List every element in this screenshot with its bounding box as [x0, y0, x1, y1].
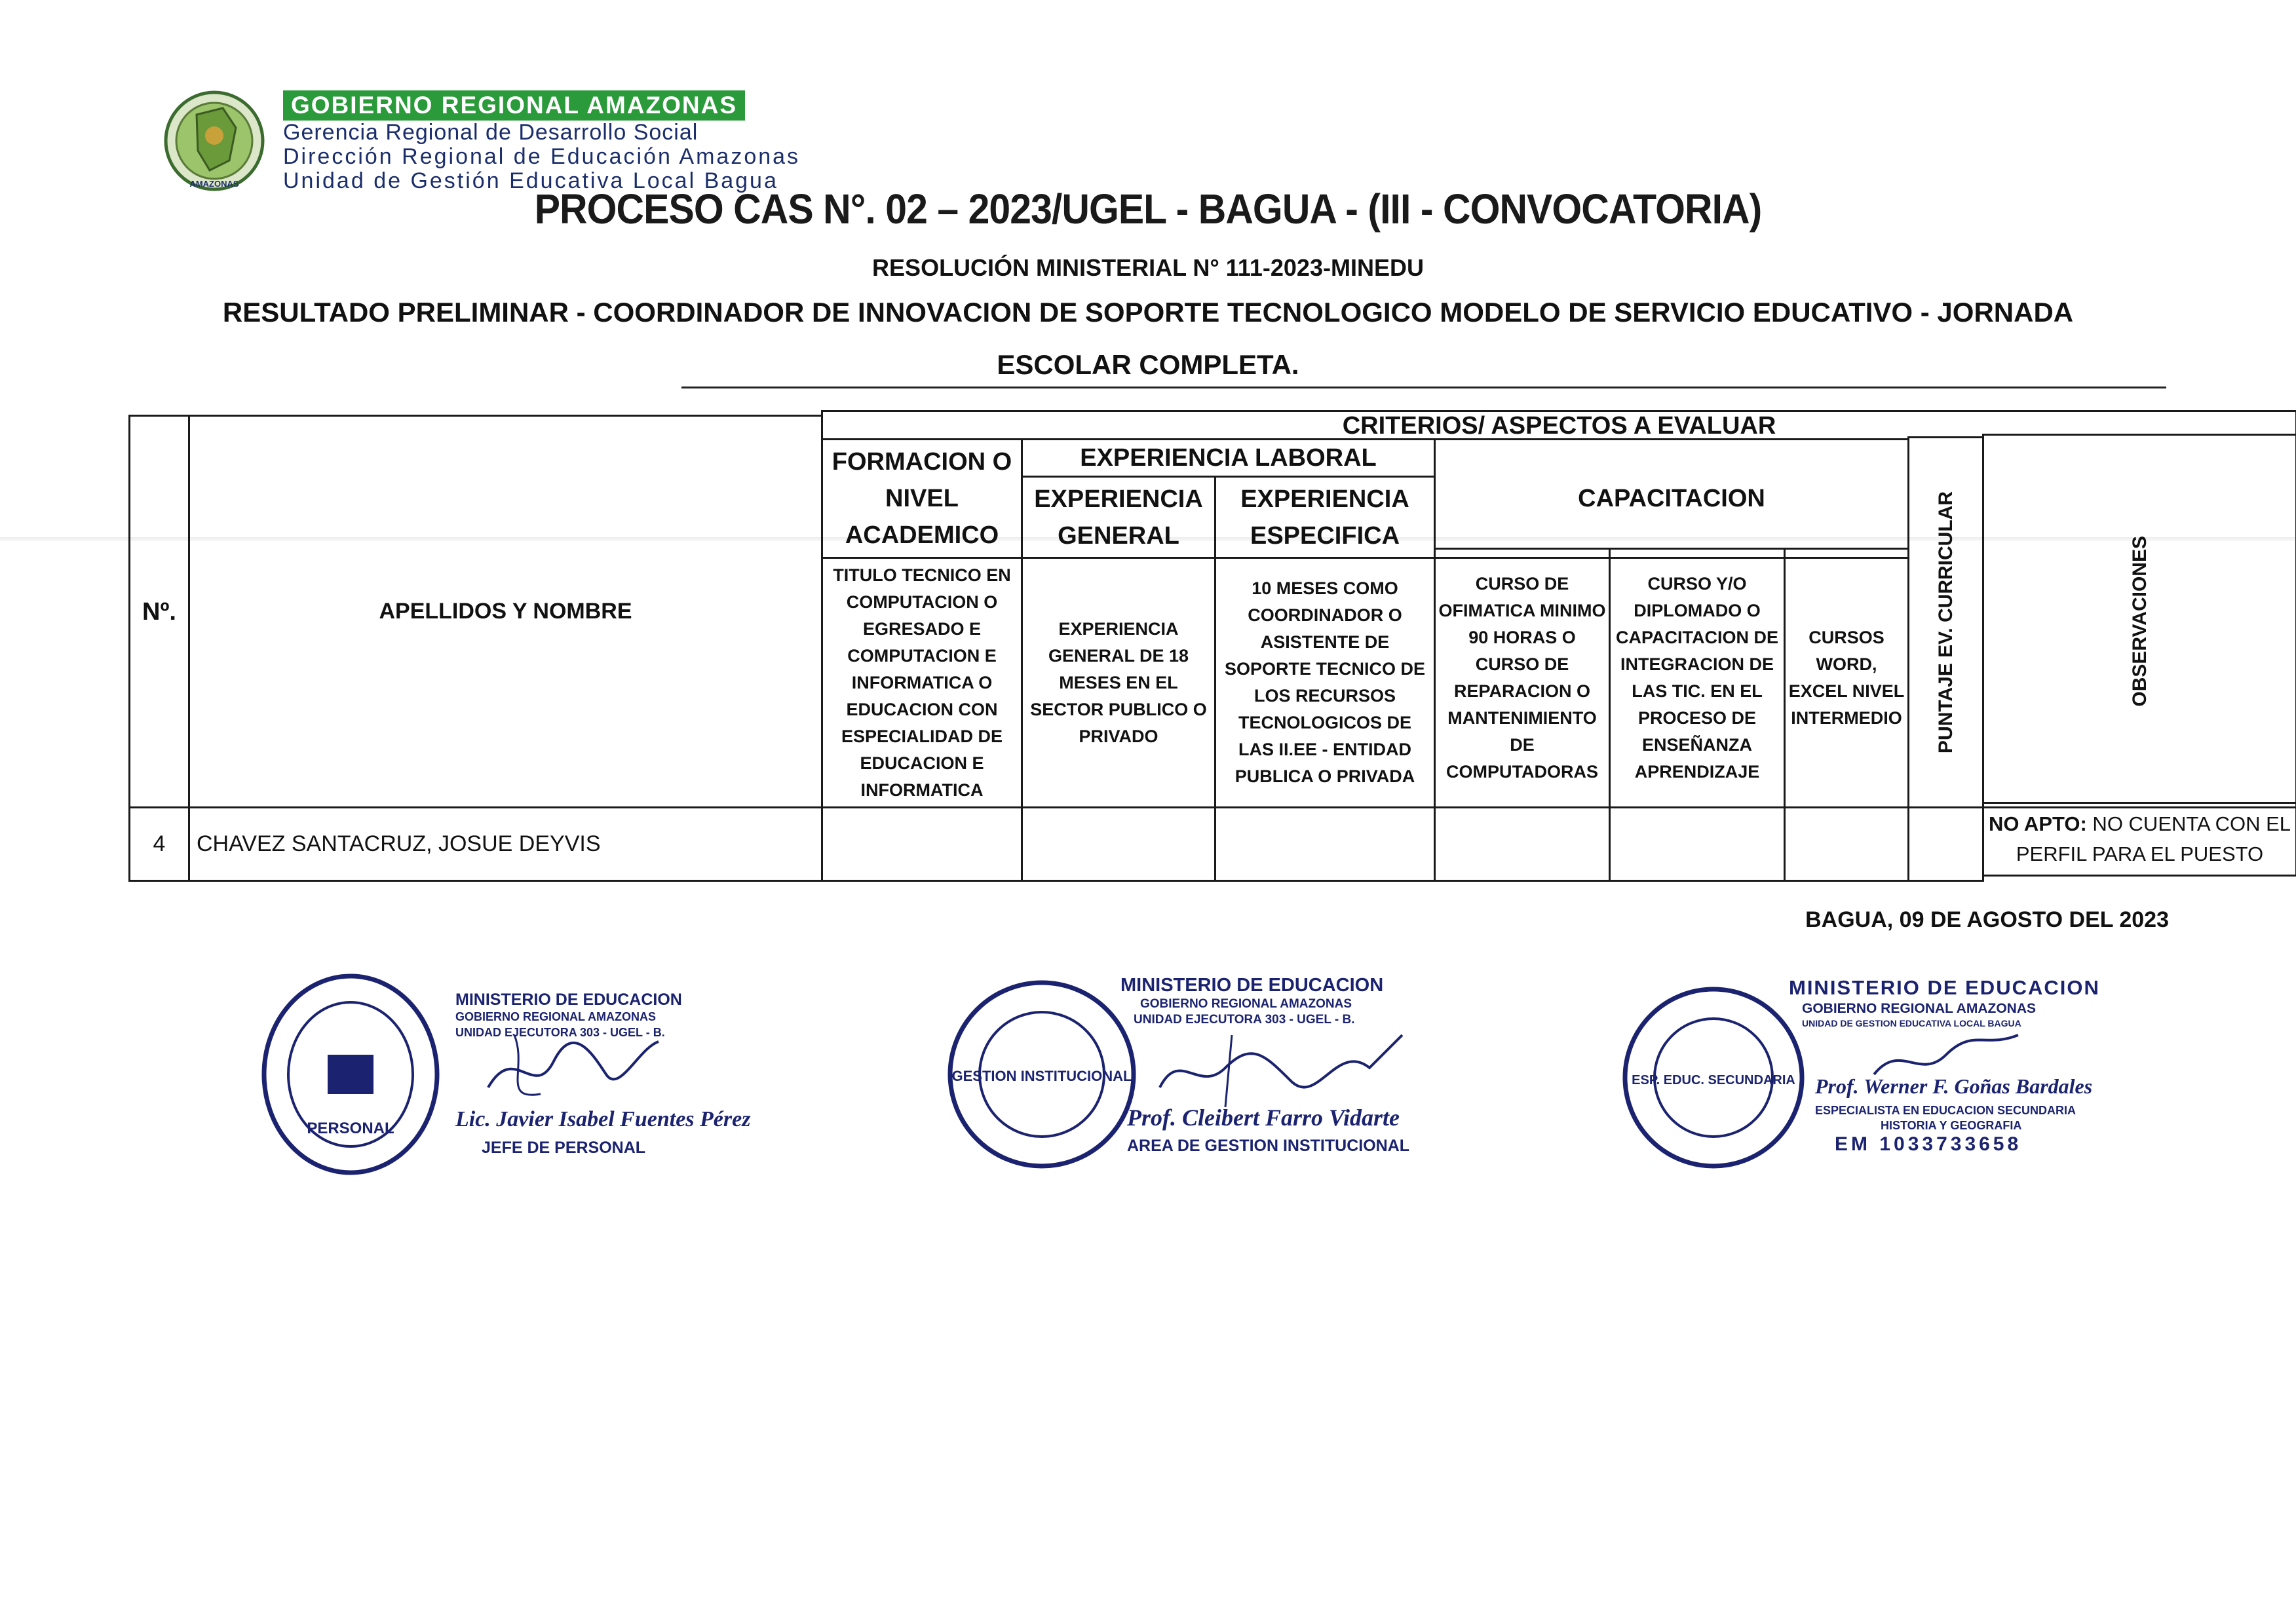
sig1-handwriting: [475, 1029, 672, 1107]
sig1-sub1: GOBIERNO REGIONAL AMAZONAS: [455, 1010, 657, 1023]
criterion-formacion: TITULO TECNICO EN COMPUTACION O EGRESADO E COMPUTACION E INFORMATICA O EDUCACION CON ESPECIALIDAD DE EDUCACION E INFORMATICA: [821, 557, 1023, 808]
experiencia-general-header: EXPERIENCIA GENERAL: [1021, 476, 1216, 559]
criterion-capacitacion-3: CURSOS WORD, EXCEL NIVEL INTERMEDIO: [1784, 548, 1909, 808]
sig1-sub2: UNIDAD EJECUTORA 303 - UGEL - B.: [455, 1026, 665, 1039]
seal-center-text-3: ESP. EDUC. SECUNDARIA: [1632, 1073, 1795, 1087]
puntaje-label: PUNTAJE EV. CURRICULAR: [1934, 491, 1957, 754]
document-date: BAGUA, 09 DE AGOSTO DEL 2023: [1805, 907, 2169, 932]
result-heading-line-2: ESCOLAR COMPLETA.: [997, 349, 1299, 380]
row-cap1-score: [1434, 806, 1611, 882]
regional-logo: [157, 88, 272, 193]
observaciones-label: OBSERVACIONES: [2128, 535, 2151, 707]
sig2-role: AREA DE GESTION INSTITUCIONAL: [1127, 1137, 1410, 1155]
signature-block-personal: [259, 970, 757, 1186]
sig3-header: MINISTERIO DE EDUCACION: [1789, 976, 2100, 999]
sig1-header: MINISTERIO DE EDUCACION: [455, 991, 682, 1009]
result-heading-line-1: RESULTADO PRELIMINAR - COORDINADOR DE INNOVACION DE SOPORTE TECNOLOGICO MODELO DE SERVICIO EDUCATIVO - JORNADA: [222, 297, 2074, 328]
col-header-name: APELLIDOS Y NOMBRE: [188, 415, 823, 808]
sig1-name: Lic. Javier Isabel Fuentes Pérez: [455, 1107, 751, 1131]
heading-rule: [681, 387, 2166, 388]
row-exp-especifica-score: [1214, 806, 1436, 882]
row-cap3-score: [1784, 806, 1909, 882]
sig3-name: Prof. Werner F. Goñas Bardales: [1815, 1074, 2093, 1098]
org-line-1: Gerencia Regional de Desarrollo Social: [283, 120, 698, 145]
sig2-sub1: GOBIERNO REGIONAL AMAZONAS: [1140, 997, 1352, 1011]
criteria-header: CRITERIOS/ ASPECTOS A EVALUAR: [821, 410, 2296, 440]
seal-gestion: [944, 976, 1140, 1173]
sig2-sub2: UNIDAD EJECUTORA 303 - UGEL - B.: [1134, 1013, 1355, 1027]
puntaje-header: [1907, 436, 1984, 808]
criterion-capacitacion-2: CURSO Y/O DIPLOMADO O CAPACITACION DE INTEGRACION DE LAS TIC. EN EL PROCESO DE ENSEÑANZA APRENDIZAJE: [1609, 548, 1786, 808]
criterion-experiencia-especifica: 10 MESES COMO COORDINADOR O ASISTENTE DE SOPORTE TECNICO DE LOS RECURSOS TECNOLOGICOS DE LAS II.EE - ENTIDAD PUBLICA O PRIVADA: [1214, 557, 1436, 808]
formacion-header: FORMACION O NIVEL ACADEMICO: [821, 438, 1023, 559]
sig3-role2: HISTORIA Y GEOGRAFIA: [1881, 1119, 2022, 1132]
sig2-name: Prof. Cleibert Farro Vidarte: [1127, 1105, 1400, 1131]
signature-block-especialista: [1618, 970, 2116, 1192]
observaciones-header: [1982, 434, 2296, 808]
col-header-number: Nº.: [128, 415, 190, 808]
row-number: 4: [128, 806, 190, 882]
row-formacion-score: [821, 806, 1023, 882]
org-line-2: Dirección Regional de Educación Amazonas: [283, 144, 801, 169]
row-puntaje: [1907, 806, 1984, 882]
document-title: PROCESO CAS N°. 02 – 2023/UGEL - BAGUA - (III - CONVOCATORIA): [534, 185, 1762, 233]
capacitacion-header: CAPACITACION: [1434, 438, 1909, 559]
sig3-role: ESPECIALISTA EN EDUCACION SECUNDARIA: [1815, 1104, 2076, 1117]
criterion-experiencia-general: EXPERIENCIA GENERAL DE 18 MESES EN EL SECTOR PUBLICO O PRIVADO: [1021, 557, 1216, 808]
sig3-sub2: UNIDAD DE GESTION EDUCATIVA LOCAL BAGUA: [1802, 1018, 2021, 1029]
obs-status: NO APTO:: [1988, 812, 2087, 835]
sig1-role: JEFE DE PERSONAL: [482, 1139, 646, 1157]
row-name: CHAVEZ SANTACRUZ, JOSUE DEYVIS: [188, 806, 823, 882]
seal-center-text-2: GESTION INSTITUCIONAL: [951, 1068, 1132, 1084]
seal-especialista: [1618, 983, 1808, 1173]
org-name: GOBIERNO REGIONAL AMAZONAS: [283, 90, 745, 121]
row-observaciones: [1982, 802, 2296, 877]
seal-center-text: PERSONAL: [307, 1120, 394, 1137]
experiencia-laboral-header: EXPERIENCIA LABORAL: [1021, 438, 1436, 478]
signature-block-gestion: [944, 963, 1468, 1212]
experiencia-especifica-header: EXPERIENCIA ESPECIFICA: [1214, 476, 1436, 559]
sig2-handwriting: [1153, 1029, 1415, 1114]
criterion-capacitacion-1: CURSO DE OFIMATICA MINIMO 90 HORAS O CURSO DE REPARACION O MANTENIMIENTO DE COMPUTADORAS: [1434, 548, 1611, 808]
resolution-line: RESOLUCIÓN MINISTERIAL N° 111-2023-MINEDU: [872, 254, 1424, 281]
sig2-header: MINISTERIO DE EDUCACION: [1120, 975, 1384, 996]
logo-text: AMAZONAS: [189, 179, 239, 189]
row-cap2-score: [1609, 806, 1786, 882]
sig3-code: EM 1033733658: [1835, 1133, 2022, 1155]
results-table: [128, 410, 2291, 882]
org-header: [283, 90, 813, 193]
obs-detail: NO CUENTA CON EL PERFIL PARA EL PUESTO: [2016, 812, 2291, 865]
sig3-sub1: GOBIERNO REGIONAL AMAZONAS: [1802, 1001, 2037, 1016]
seal-personal: [259, 970, 442, 1179]
row-exp-general-score: [1021, 806, 1216, 882]
org-line-3: Unidad de Gestión Educativa Local Bagua: [283, 168, 778, 193]
